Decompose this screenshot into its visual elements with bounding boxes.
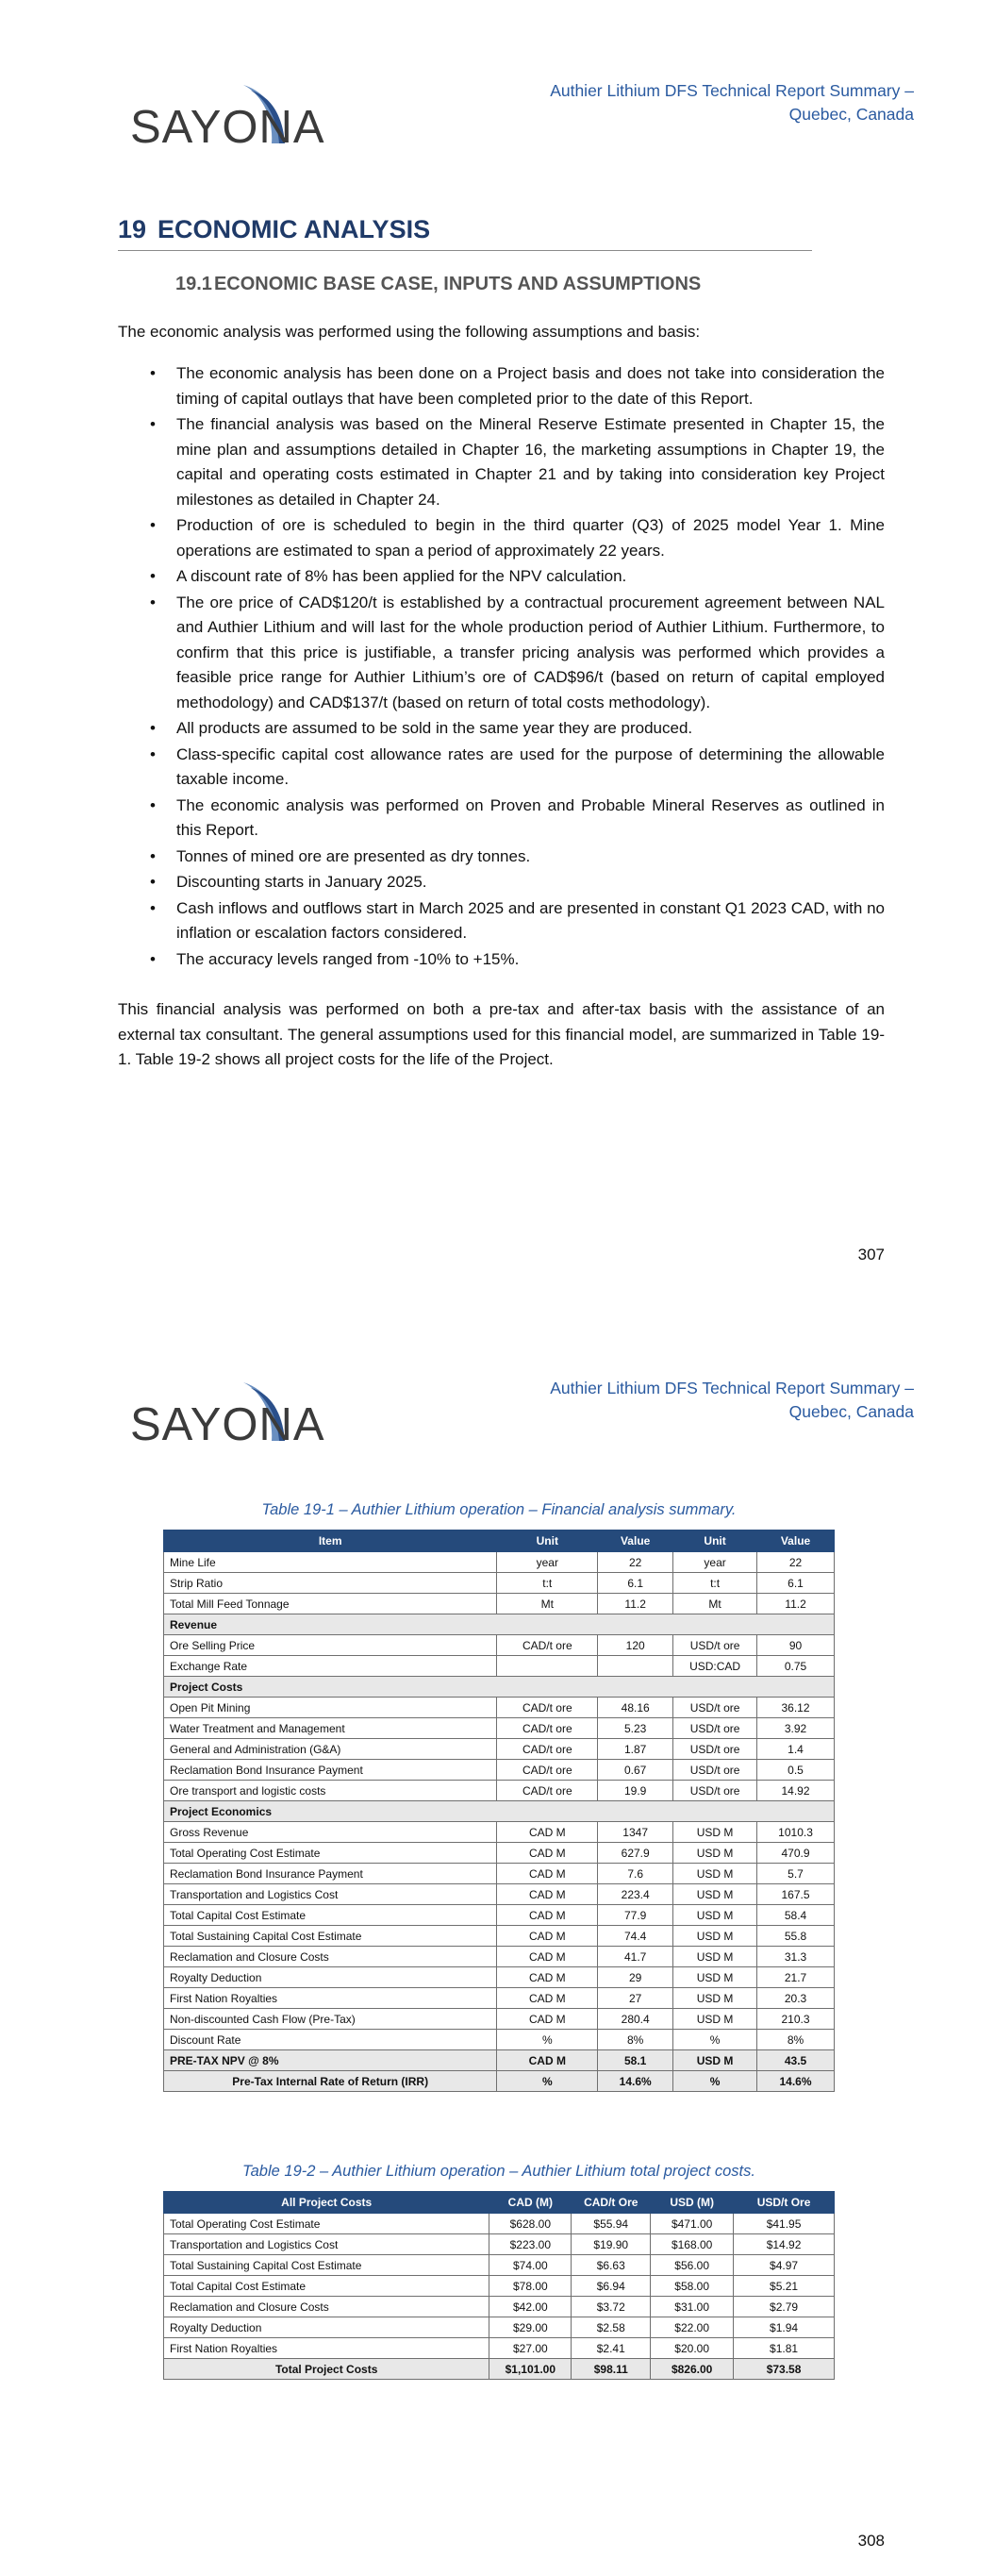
table-cell: $3.72: [572, 2297, 651, 2317]
table-cell: $73.58: [734, 2359, 835, 2380]
section-heading: [118, 215, 812, 251]
assumption-text: The accuracy levels ranged from -10% to +15%.: [176, 949, 520, 968]
table-cell: CAD/t ore: [497, 1760, 598, 1781]
table-row: [164, 2276, 835, 2297]
closing-paragraph: This financial analysis was performed on both a pre-tax and after-tax basis with the assistance of an external tax consultant. The general assumptions used for this financial model, are summarized in Table 19-1. Table 19-2 shows all project costs for the life of the Project.: [118, 1000, 885, 1068]
table-row: [164, 2214, 835, 2234]
logo-text: SAYONA: [130, 1399, 325, 1450]
table-cell: 1347: [598, 1822, 673, 1843]
bullet-icon: •: [150, 593, 156, 611]
table-cell: 58.1: [598, 2050, 673, 2071]
table-cell: 627.9: [598, 1843, 673, 1864]
table-row: [164, 1552, 835, 1573]
table-cell: 280.4: [598, 2009, 673, 2030]
table-cell: CAD M: [497, 2009, 598, 2030]
table-cell: $58.00: [651, 2276, 734, 2297]
section-row: [164, 1614, 835, 1635]
row-label: PRE-TAX NPV @ 8%: [164, 2050, 497, 2071]
table-cell: USD/t ore: [673, 1781, 757, 1801]
table-cell: CAD M: [497, 1822, 598, 1843]
table-cell: 6.1: [598, 1573, 673, 1594]
table-cell: CAD M: [497, 2050, 598, 2071]
table-cell: $74.00: [489, 2255, 572, 2276]
row-label: General and Administration (G&A): [164, 1739, 497, 1760]
table-row: [164, 1698, 835, 1718]
table-cell: $223.00: [489, 2234, 572, 2255]
row-label: Transportation and Logistics Cost: [164, 2234, 489, 2255]
row-label: Strip Ratio: [164, 1573, 497, 1594]
row-label: Total Operating Cost Estimate: [164, 1843, 497, 1864]
table-row: [164, 2234, 835, 2255]
table-cell: Mt: [673, 1594, 757, 1614]
assumption-text: Cash inflows and outflows start in March 2025 and are presented in constant Q1 2023 CAD, with no inflation or escalation factors considered.: [176, 898, 885, 942]
table-cell: 223.4: [598, 1884, 673, 1905]
table-row: [164, 1656, 835, 1677]
table-row: [164, 1594, 835, 1614]
table-cell: CAD M: [497, 1884, 598, 1905]
table-cell: 8%: [598, 2030, 673, 2050]
table-cell: USD M: [673, 2050, 757, 2071]
table-19-1-caption: Table 19-1 – Authier Lithium operation – Financial analysis summary.: [261, 1501, 737, 1518]
table-cell: CAD/t ore: [497, 1781, 598, 1801]
row-label: Discount Rate: [164, 2030, 497, 2050]
table-row: [164, 2030, 835, 2050]
table-cell: $1,101.00: [489, 2359, 572, 2380]
table-row: [164, 1905, 835, 1926]
table-cell: 43.5: [757, 2050, 835, 2071]
table-cell: CAD/t ore: [497, 1718, 598, 1739]
table-row: [164, 2338, 835, 2359]
table-cell: $6.63: [572, 2255, 651, 2276]
report-header: [423, 1377, 914, 1424]
assumption-text: Production of ore is scheduled to begin in the third quarter (Q3) of 2025 model Year 1. Mine operations are estimated to span a period of approximately 22 years.: [176, 516, 885, 560]
assumption-text: The ore price of CAD$120/t is established by a contractual procurement agreement between NAL and Authier Lithium and will last for the whole production period of Authier Lithium. Furthermore, to confirm that this price is justifiable, a transfer pricing analysis was performed which provides a feasible price range for Authier Lithium’s ore of CAD$96/t (based on return of capital employed methodology) and CAD$137/t (based on return of total costs methodology).: [176, 593, 885, 711]
column-header: USD (M): [651, 2192, 734, 2214]
row-label: Total Sustaining Capital Cost Estimate: [164, 2255, 489, 2276]
table-cell: 470.9: [757, 1843, 835, 1864]
row-label: Total Mill Feed Tonnage: [164, 1594, 497, 1614]
subsection-title: ECONOMIC BASE CASE, INPUTS AND ASSUMPTIONS: [213, 274, 702, 294]
column-header: Value: [757, 1531, 835, 1552]
row-label: Ore Selling Price: [164, 1635, 497, 1656]
table-cell: $29.00: [489, 2317, 572, 2338]
column-header: All Project Costs: [164, 2192, 489, 2214]
table-19-2-caption: Table 19-2 – Authier Lithium operation – Authier Lithium total project costs.: [242, 2163, 755, 2180]
section-label: Project Economics: [164, 1801, 835, 1822]
report-title-line2: Quebec, Canada: [788, 1402, 914, 1421]
table-cell: USD/t ore: [673, 1718, 757, 1739]
assumption-item: [118, 361, 885, 411]
table-cell: CAD M: [497, 1905, 598, 1926]
bullet-icon: •: [150, 795, 156, 814]
bullet-icon: •: [150, 719, 156, 737]
table-cell: $20.00: [651, 2338, 734, 2359]
table-cell: %: [497, 2071, 598, 2092]
table-cell: $1.94: [734, 2317, 835, 2338]
table-cell: USD M: [673, 1926, 757, 1947]
table-cell: 90: [757, 1635, 835, 1656]
table-cell: 27: [598, 1988, 673, 2009]
financial-summary-table: [163, 1530, 835, 2092]
table-cell: $2.79: [734, 2297, 835, 2317]
table-cell: 14.6%: [598, 2071, 673, 2092]
row-label: Total Sustaining Capital Cost Estimate: [164, 1926, 497, 1947]
table-cell: USD M: [673, 1864, 757, 1884]
table-cell: $826.00: [651, 2359, 734, 2380]
table-row: [164, 1822, 835, 1843]
column-header: Item: [164, 1531, 497, 1552]
row-label: Total Operating Cost Estimate: [164, 2214, 489, 2234]
table-cell: 5.23: [598, 1718, 673, 1739]
assumption-item: [118, 947, 885, 973]
table-row: [164, 1926, 835, 1947]
table-row: [164, 1843, 835, 1864]
table-cell: 19.9: [598, 1781, 673, 1801]
assumption-item: [118, 845, 885, 870]
table-cell: 167.5: [757, 1884, 835, 1905]
table-cell: USD M: [673, 1947, 757, 1967]
section-label: Project Costs: [164, 1677, 835, 1698]
table-cell: %: [673, 2030, 757, 2050]
table-cell: $168.00: [651, 2234, 734, 2255]
page-number: 307: [857, 1246, 885, 1263]
table-cell: $5.21: [734, 2276, 835, 2297]
table-row: [164, 2317, 835, 2338]
table-cell: 5.7: [757, 1864, 835, 1884]
table-cell: 3.92: [757, 1718, 835, 1739]
row-label: Pre-Tax Internal Rate of Return (IRR): [164, 2071, 497, 2092]
table-cell: $19.90: [572, 2234, 651, 2255]
assumptions-list: [118, 361, 885, 973]
assumption-text: The economic analysis was performed on Proven and Probable Mineral Reserves as outlined in this Report.: [176, 795, 885, 839]
table-cell: 31.3: [757, 1947, 835, 1967]
table-cell: CAD M: [497, 1926, 598, 1947]
total-row: [164, 2359, 835, 2380]
table-cell: CAD M: [497, 1843, 598, 1864]
row-label: Reclamation and Closure Costs: [164, 1947, 497, 1967]
table-cell: USD:CAD: [673, 1656, 757, 1677]
table-cell: $98.11: [572, 2359, 651, 2380]
table-cell: USD/t ore: [673, 1635, 757, 1656]
page-number: 308: [857, 2532, 885, 2550]
table-cell: $628.00: [489, 2214, 572, 2234]
assumption-text: Tonnes of mined ore are presented as dry tonnes.: [176, 846, 531, 865]
table-cell: $27.00: [489, 2338, 572, 2359]
table-cell: $42.00: [489, 2297, 572, 2317]
assumption-item: [118, 564, 885, 590]
table-cell: USD/t ore: [673, 1698, 757, 1718]
row-label: Ore transport and logistic costs: [164, 1781, 497, 1801]
bullet-icon: •: [150, 364, 156, 382]
table-row: [164, 1947, 835, 1967]
row-label: Transportation and Logistics Cost: [164, 1884, 497, 1905]
row-label: Reclamation Bond Insurance Payment: [164, 1864, 497, 1884]
table-cell: 11.2: [598, 1594, 673, 1614]
table-cell: USD M: [673, 1884, 757, 1905]
bullet-icon: •: [150, 744, 156, 763]
column-header: USD/t Ore: [734, 2192, 835, 2214]
table-cell: 41.7: [598, 1947, 673, 1967]
column-header: CAD (M): [489, 2192, 572, 2214]
table-cell: USD M: [673, 1967, 757, 1988]
table-cell: 7.6: [598, 1864, 673, 1884]
table-cell: year: [673, 1552, 757, 1573]
table-cell: CAD M: [497, 1967, 598, 1988]
row-label: Water Treatment and Management: [164, 1718, 497, 1739]
report-title-line1: Authier Lithium DFS Technical Report Summary –: [550, 81, 914, 100]
intro-paragraph: The economic analysis was performed using the following assumptions and basis:: [118, 323, 701, 341]
table-cell: 0.5: [757, 1760, 835, 1781]
table-cell: $22.00: [651, 2317, 734, 2338]
table-cell: CAD M: [497, 1988, 598, 2009]
table-cell: Mt: [497, 1594, 598, 1614]
table-cell: %: [497, 2030, 598, 2050]
table-row: [164, 2297, 835, 2317]
table-cell: 21.7: [757, 1967, 835, 1988]
total-row: [164, 2050, 835, 2071]
table-cell: USD M: [673, 2009, 757, 2030]
report-title-line2: Quebec, Canada: [788, 105, 914, 124]
table-cell: 0.67: [598, 1760, 673, 1781]
table-cell: CAD/t ore: [497, 1635, 598, 1656]
table-cell: 14.6%: [757, 2071, 835, 2092]
section-row: [164, 1801, 835, 1822]
table-row: [164, 1967, 835, 1988]
bullet-icon: •: [150, 873, 156, 891]
logo-text: SAYONA: [130, 102, 325, 153]
report-header: [423, 79, 914, 126]
table-cell: USD M: [673, 1843, 757, 1864]
table-cell: 210.3: [757, 2009, 835, 2030]
row-label: Total Project Costs: [164, 2359, 489, 2380]
table-cell: CAD/t ore: [497, 1698, 598, 1718]
table-cell: 22: [598, 1552, 673, 1573]
section-number: 19: [118, 215, 147, 243]
table-cell: $2.41: [572, 2338, 651, 2359]
section-row: [164, 1677, 835, 1698]
assumption-text: Class-specific capital cost allowance rates are used for the purpose of determining the allowable taxable income.: [176, 744, 885, 788]
table-row: [164, 1739, 835, 1760]
table-cell: USD/t ore: [673, 1760, 757, 1781]
table-row: [164, 1635, 835, 1656]
table-cell: 22: [757, 1552, 835, 1573]
table-cell: [598, 1656, 673, 1677]
table-cell: 74.4: [598, 1926, 673, 1947]
section-label: Revenue: [164, 1614, 835, 1635]
table-cell: %: [673, 2071, 757, 2092]
table-row: [164, 1864, 835, 1884]
row-label: Exchange Rate: [164, 1656, 497, 1677]
bullet-icon: •: [150, 516, 156, 534]
table-row: [164, 2009, 835, 2030]
table-cell: 29: [598, 1967, 673, 1988]
row-label: Royalty Deduction: [164, 1967, 497, 1988]
total-row: [164, 2071, 835, 2092]
sayona-logo: [130, 1373, 325, 1450]
table-cell: 36.12: [757, 1698, 835, 1718]
table-cell: $1.81: [734, 2338, 835, 2359]
table-cell: USD/t ore: [673, 1739, 757, 1760]
project-costs-table: [163, 2191, 835, 2380]
table-cell: USD M: [673, 1988, 757, 2009]
table-row: [164, 1718, 835, 1739]
table-cell: CAD M: [497, 1864, 598, 1884]
column-header: Unit: [673, 1531, 757, 1552]
bullet-icon: •: [150, 898, 156, 917]
table-cell: 1.87: [598, 1739, 673, 1760]
assumption-item: [118, 743, 885, 793]
table-cell: $31.00: [651, 2297, 734, 2317]
table-cell: 6.1: [757, 1573, 835, 1594]
table-cell: 0.75: [757, 1656, 835, 1677]
table-cell: $471.00: [651, 2214, 734, 2234]
column-header: CAD/t Ore: [572, 2192, 651, 2214]
table-cell: 8%: [757, 2030, 835, 2050]
assumption-item: [118, 412, 885, 512]
table-cell: t:t: [673, 1573, 757, 1594]
assumption-item: [118, 716, 885, 742]
table-row: [164, 1884, 835, 1905]
table-cell: USD M: [673, 1905, 757, 1926]
table-row: [164, 1988, 835, 2009]
table-cell: 120: [598, 1635, 673, 1656]
bullet-icon: •: [150, 949, 156, 968]
row-label: Total Capital Cost Estimate: [164, 2276, 489, 2297]
row-label: Reclamation and Closure Costs: [164, 2297, 489, 2317]
table-cell: $56.00: [651, 2255, 734, 2276]
assumption-text: Discounting starts in January 2025.: [176, 873, 427, 891]
assumption-text: A discount rate of 8% has been applied for the NPV calculation.: [176, 567, 627, 585]
row-label: Reclamation Bond Insurance Payment: [164, 1760, 497, 1781]
report-title-line1: Authier Lithium DFS Technical Report Summary –: [550, 1379, 914, 1397]
row-label: Mine Life: [164, 1552, 497, 1573]
assumption-text: The financial analysis was based on the Mineral Reserve Estimate presented in Chapter 15, the mine plan and assumptions detailed in Chapter 16, the marketing assumptions in Chapter 19, the capital and operating costs estimated in Chapter 21 and by taking into consideration key Project milestones as detailed in Chapter 24.: [176, 415, 885, 509]
report-page-308: [0, 1297, 995, 2576]
table-row: [164, 1573, 835, 1594]
row-label: Total Capital Cost Estimate: [164, 1905, 497, 1926]
table-cell: CAD M: [497, 1947, 598, 1967]
table-cell: $6.94: [572, 2276, 651, 2297]
assumption-item: [118, 870, 885, 895]
row-label: Gross Revenue: [164, 1822, 497, 1843]
assumption-item: [118, 794, 885, 844]
row-label: First Nation Royalties: [164, 1988, 497, 2009]
table-cell: $14.92: [734, 2234, 835, 2255]
bullet-icon: •: [150, 567, 156, 585]
table-cell: 55.8: [757, 1926, 835, 1947]
subsection-number: 19.1: [175, 274, 212, 294]
assumption-item: [118, 591, 885, 716]
table-cell: t:t: [497, 1573, 598, 1594]
table-cell: [497, 1656, 598, 1677]
table-cell: $2.58: [572, 2317, 651, 2338]
table-cell: 11.2: [757, 1594, 835, 1614]
row-label: Royalty Deduction: [164, 2317, 489, 2338]
section-title: ECONOMIC ANALYSIS: [158, 215, 431, 243]
table-cell: $55.94: [572, 2214, 651, 2234]
assumption-item: [118, 513, 885, 563]
table-row: [164, 1781, 835, 1801]
table-cell: 14.92: [757, 1781, 835, 1801]
table-row: [164, 1760, 835, 1781]
table-cell: year: [497, 1552, 598, 1573]
table-cell: $41.95: [734, 2214, 835, 2234]
table-cell: 20.3: [757, 1988, 835, 2009]
table-cell: 48.16: [598, 1698, 673, 1718]
bullet-icon: •: [150, 415, 156, 433]
table-cell: 1010.3: [757, 1822, 835, 1843]
table-row: [164, 2255, 835, 2276]
column-header: Unit: [497, 1531, 598, 1552]
table-cell: 77.9: [598, 1905, 673, 1926]
row-label: First Nation Royalties: [164, 2338, 489, 2359]
table-cell: $4.97: [734, 2255, 835, 2276]
assumption-item: [118, 896, 885, 946]
table-cell: 58.4: [757, 1905, 835, 1926]
table-cell: USD M: [673, 1822, 757, 1843]
assumption-text: The economic analysis has been done on a Project basis and does not take into consideration the timing of capital outlays that have been completed prior to the date of this Report.: [176, 364, 885, 408]
table-cell: 1.4: [757, 1739, 835, 1760]
row-label: Non-discounted Cash Flow (Pre-Tax): [164, 2009, 497, 2030]
bullet-icon: •: [150, 846, 156, 865]
row-label: Open Pit Mining: [164, 1698, 497, 1718]
subsection-heading: [175, 274, 701, 295]
column-header: Value: [598, 1531, 673, 1552]
table-cell: $78.00: [489, 2276, 572, 2297]
table-cell: CAD/t ore: [497, 1739, 598, 1760]
sayona-logo: [130, 75, 325, 153]
assumption-text: All products are assumed to be sold in the same year they are produced.: [176, 719, 693, 737]
